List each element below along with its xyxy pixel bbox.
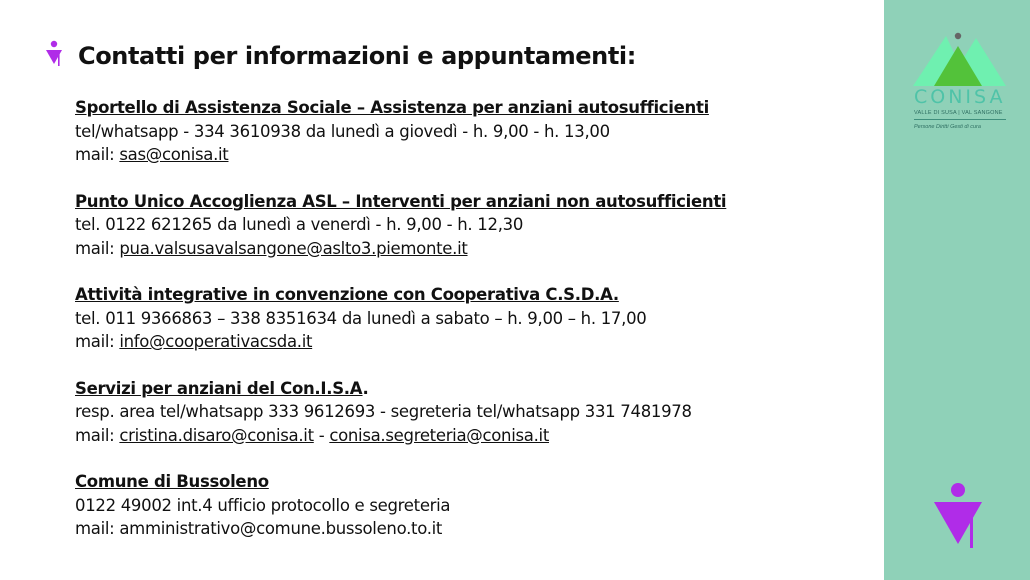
contact-title: Punto Unico Accoglienza ASL – Interventi per anziani non autosufficienti <box>75 191 727 211</box>
email-link[interactable]: info@cooperativacsda.it <box>119 332 313 351</box>
person-bullet-icon <box>44 40 64 68</box>
brand-name: CONISA <box>914 86 1006 108</box>
brand-tagline: Persone Diritti Gesti di cura <box>914 124 981 130</box>
contact-phone: tel. 0122 621265 da lunedì a venerdì - h. 9,00 - h. 12,30 <box>75 215 524 234</box>
person-figure-icon <box>932 482 988 550</box>
contact-title: Attività integrative in convenzione con Cooperativa C.S.D.A. <box>75 285 619 304</box>
conisa-logo-mountains-icon <box>908 28 1008 88</box>
mail-label: mail: <box>75 238 120 258</box>
page-title: Contatti per informazioni e appuntamenti: <box>78 42 636 70</box>
contact-mail: mail: amministrativo@comune.bussoleno.to.it <box>75 519 443 538</box>
email-link[interactable]: pua.valsusavalsangone@aslto3.piemonte.it <box>119 238 468 258</box>
contact-title-row <box>75 377 875 401</box>
brand-sidebar <box>884 0 1030 580</box>
contact-title: Servizi per anziani del Con.I.S.A <box>75 378 363 398</box>
contact-title: Comune di Bussoleno <box>75 472 269 491</box>
contact-title: Sportello di Assistenza Sociale – Assistenza per anziani autosufficienti <box>75 98 709 117</box>
contact-mail <box>75 143 875 167</box>
contact-phone: tel/whatsapp - 334 3610938 da lunedì a giovedì - h. 9,00 - h. 13,00 <box>75 121 610 141</box>
brand-divider <box>914 119 1006 120</box>
contact-block-sportello <box>75 96 875 167</box>
mail-label: mail: <box>75 425 120 445</box>
contact-block-bussoleno <box>75 470 875 541</box>
brand-subtitle: VALLE DI SUSA | VAL SANGONE <box>914 110 1003 116</box>
email-link[interactable]: cristina.disaro@conisa.it <box>119 425 314 445</box>
contacts-list <box>75 96 875 564</box>
contact-phone: resp. area tel/whatsapp 333 9612693 - segreteria tel/whatsapp 331 7481978 <box>75 402 692 421</box>
contact-mail <box>75 237 875 261</box>
mail-label: mail: <box>75 332 120 351</box>
contact-block-csda <box>75 283 875 354</box>
email-link[interactable]: conisa.segreteria@conisa.it <box>329 425 549 445</box>
contact-block-pua-asl <box>75 190 875 261</box>
title-suffix: . <box>362 378 369 398</box>
contact-mail <box>75 424 875 448</box>
email-link[interactable]: sas@conisa.it <box>119 145 229 164</box>
contact-phone: 0122 49002 int.4 ufficio protocollo e segreteria <box>75 495 451 515</box>
contact-mail <box>75 330 875 354</box>
contact-phone: tel. 011 9366863 – 338 8351634 da lunedì a sabato – h. 9,00 – h. 17,00 <box>75 308 647 328</box>
mail-label: mail: <box>75 145 120 164</box>
mail-separator: - <box>313 425 330 445</box>
contact-block-conisa <box>75 377 875 448</box>
